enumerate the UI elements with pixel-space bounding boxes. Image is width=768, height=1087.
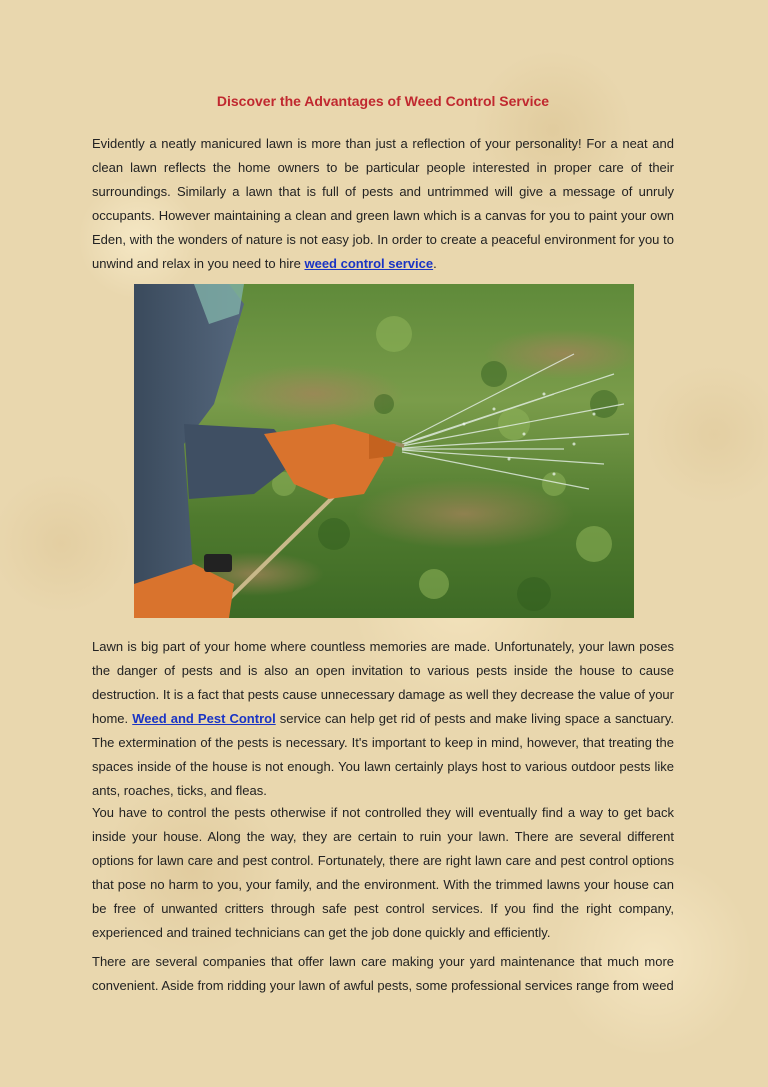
weed-and-pest-control-link[interactable]: Weed and Pest Control (132, 711, 276, 726)
paragraph-companies: There are several companies that offer lawn care making your yard maintenance that much more convenient. Aside from ridding your lawn of awful pests, some professional services range from weed (92, 954, 674, 993)
paragraph-intro-text: Evidently a neatly manicured lawn is more than just a reflection of your personality! For a neat and clean lawn reflects the home owners to be particular people interested in proper care of their surroundings. Similarly a lawn that is full of pests and untrimmed will give a message of unruly occupants. However maintaining a clean and green lawn which is a canvas for you to paint your own Eden, with the wonders of nature is not easy job. In order to create a peaceful environment for you to unwind and relax in you need to hire (92, 136, 674, 271)
weed-spraying-photo (134, 284, 634, 618)
document-title: Discover the Advantages of Weed Control Service (216, 93, 550, 109)
paragraph-lawn (92, 635, 674, 803)
paragraph-lawn-end: service can help get rid of pests and make living space a sanctuary. The extermination of the pests is necessary. It's important to keep in mind, however, that treating the spaces inside of the house is not enough. You lawn certainly plays host to various outdoor pests like ants, roaches, ticks, and fleas. (92, 711, 674, 798)
paragraph-lawn-text: Lawn is big part of your home where countless memories are made. Unfortunately, your lawn poses the danger of pests and is also an open invitation to various pests inside the house to cause destruction. It is a fact that pests cause unnecessary damage as well they decrease the value of your home. (92, 639, 674, 726)
weed-control-service-link[interactable]: weed control service (304, 256, 434, 271)
paragraph-intro-end: . (433, 256, 437, 271)
paragraph-control-pests: You have to control the pests otherwise if not controlled they will eventually find a way to get back inside your house. Along the way, they are certain to ruin your lawn. There are several different options for lawn care and pest control. Fortunately, there are right lawn care and pest control options that pose no harm to you, your family, and the environment. With the trimmed lawns your house can be free of unwanted critters through safe pest control services. If you find the right company, experienced and trained technicians can get the job done quickly and efficiently. (92, 805, 674, 940)
paragraph-intro (92, 132, 674, 276)
